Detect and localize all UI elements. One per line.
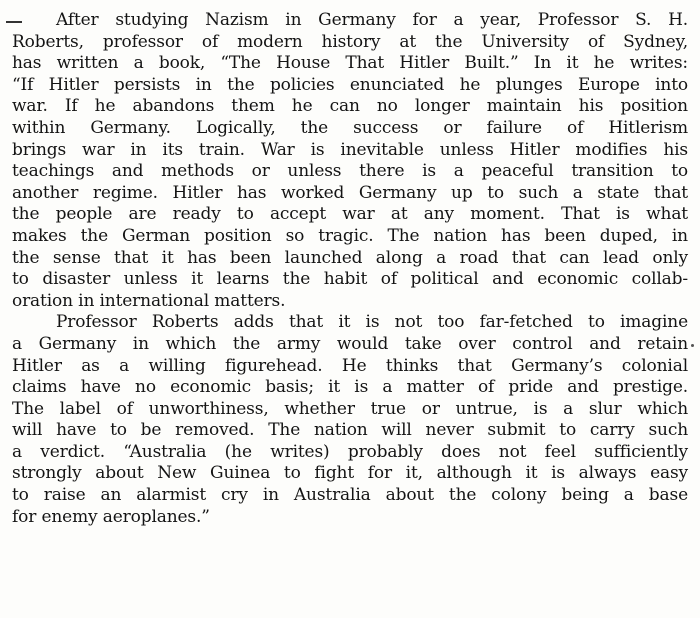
paragraph-2-line-6: will have to be removed. The nation will never submit to carry such	[12, 420, 688, 441]
paragraph-1-line-2: Roberts, professor of modern history at the University of Sydney,	[12, 31, 688, 52]
paragraph-2-line-3: Hitler as a willing figurehead. He thinks that Germany’s colonial	[12, 355, 688, 376]
paragraph-2-line-8: strongly about New Guinea to fight for it, although it is always easy	[12, 463, 688, 484]
paragraph-1-line-13: to disaster unless it learns the habit of political and economic collab-	[12, 269, 688, 290]
print-speck	[691, 344, 694, 347]
paragraph-1-line-5: war. If he abandons them he can no longer maintain his position	[12, 96, 688, 117]
paragraph-1-line-6: within Germany. Logically, the success or failure of Hitlerism	[12, 117, 688, 138]
paragraph-1-line-10: the people are ready to accept war at any moment. That is what	[12, 204, 688, 225]
paragraph-1-line-4: “If Hitler persists in the policies enunciated he plunges Europe into	[12, 74, 688, 95]
paragraph-1-line-8: teachings and methods or unless there is a peaceful transition to	[12, 161, 688, 182]
article-body	[12, 10, 688, 528]
paragraph-1-line-3: has written a book, “The House That Hitler Built.” In it he writes:	[12, 53, 688, 74]
paragraph-1-line-11: makes the German position so tragic. The nation has been duped, in	[12, 225, 688, 246]
paragraph-1-line-14: oration in international matters.	[12, 290, 286, 311]
paragraph-1-line-1: After studying Nazism in Germany for a year, Professor S. H.	[56, 10, 688, 30]
paragraph-2-line-7: a verdict. “Australia (he writes) probably does not feel sufficiently	[12, 441, 688, 462]
paragraph-1-line-12: the sense that it has been launched along a road that can lead only	[12, 247, 688, 268]
paragraph-2-line-4: claims have no economic basis; it is a matter of pride and prestige.	[12, 377, 688, 398]
paragraph-1-line-7: brings war in its train. War is inevitable unless Hitler modifies his	[12, 139, 688, 160]
paragraph-2-line-1: Professor Roberts adds that it is not too far-fetched to imagine	[56, 312, 688, 333]
paragraph-2-line-5: The label of unworthiness, whether true or untrue, is a slur which	[12, 398, 688, 419]
paragraph-2-line-10: for enemy aeroplanes.”	[12, 506, 210, 527]
paragraph-2-line-9: to raise an alarmist cry in Australia about the colony being a base	[12, 485, 688, 506]
paragraph-2-line-2: a Germany in which the army would take over control and retain	[12, 333, 688, 354]
paragraph-1-line-9: another regime. Hitler has worked Germany up to such a state that	[12, 182, 688, 203]
